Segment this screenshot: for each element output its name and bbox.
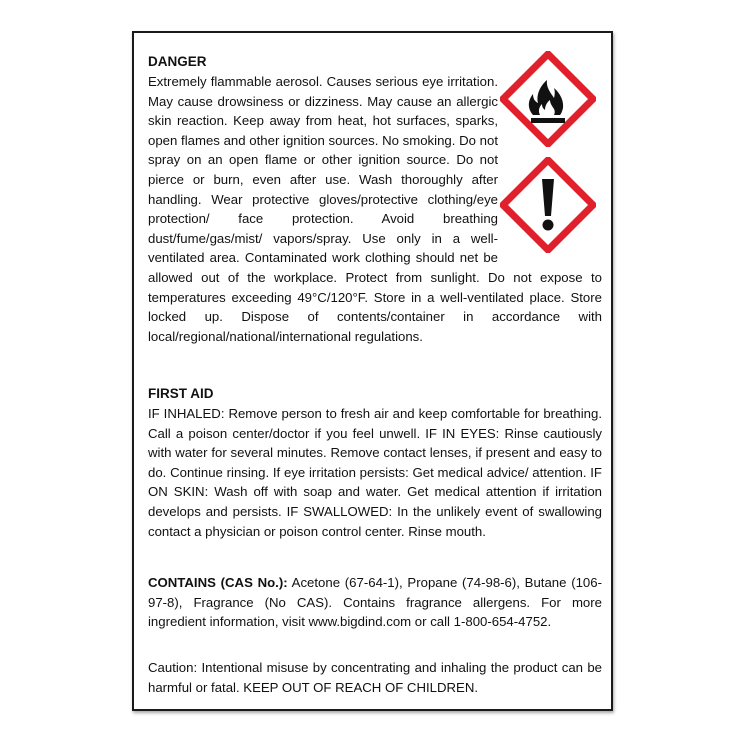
first-aid-text: IF INHALED: Remove person to fresh air and keep comfortable for breathing. Call a poison center/doctor if you feel unwell. IF IN EYES: Rinse cautiously with water for several minutes. Remove contact lenses, if present and easy to do. Continue rinsing. If eye irritation persists: Get medical advice/ attention. IF ON SKIN: Wash off with soap and water. Get medical attention if irritation develops and persists. IF SWALLOWED: In the unlikely event of swallowing contact a physician or poison control center. Rinse mouth. — [148, 406, 602, 539]
flame-icon — [500, 51, 596, 147]
danger-heading: DANGER — [148, 54, 207, 69]
first-aid-heading: FIRST AID — [148, 386, 214, 401]
contains-heading: CONTAINS (CAS No.): — [148, 575, 288, 590]
danger-statement-text: Extremely flammable aerosol. Causes serious eye irritation. May cause drowsiness or dizziness. May cause an allergic skin reaction. Keep away from heat, hot surfaces, sparks, open flames and other ignition sources. No smoking. Do not spray on an open flame or other ignition source. Do not pierce or burn, even after use. Wash thoroughly after handling. Wear protective gloves/protective clothing/eye protection/ face protection. Avoid breathing dust/fume/gas/mist/ vapors/spray. Use only in a well-ventilated area. Contaminated work clothing should net be allowed out of the workplace. Protect from sunlight. Do not expose to temperatures exceeding 49°C/120°F. Store in a well-ventilated place. Store locked up. Dispose of contents/container in accordance with local/regional/national/international regulations. — [148, 74, 602, 344]
contains-text: Acetone (67-64-1), Propane (74-98-6), Butane (106-97-8), Fragrance (No CAS). Contains fragrance allergens. For more ingredient information, visit www.bigdind.com or call 1-800-654-4752. — [148, 575, 602, 630]
caution-text: Caution: Intentional misuse by concentrating and inhaling the product can be harmful or fatal. KEEP OUT OF REACH OF CHILDREN. — [148, 660, 602, 695]
contains-text-block — [148, 573, 602, 632]
exclamation-icon — [500, 157, 596, 253]
